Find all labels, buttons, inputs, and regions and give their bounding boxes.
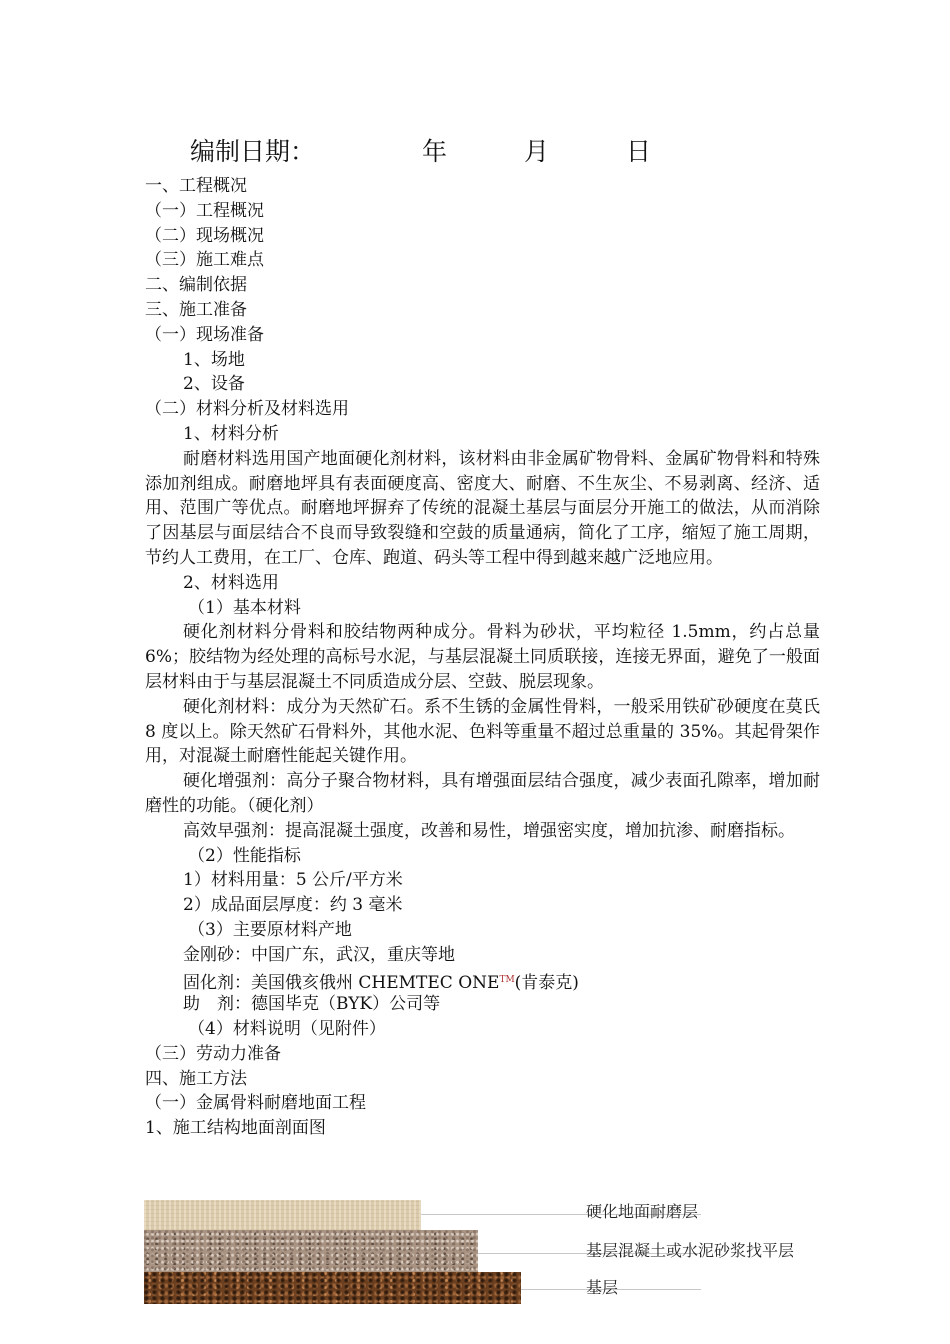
- paragraph-hardener-composition: 硬化剂材料分骨料和胶结物两种成分。骨料为砂状，平均粒径 1.5mm，约占总量 6%；胶结物为经处理的高标号水泥，与基层混凝土同质联接，连接无界面，避免了一般面层材料由于与基层混凝土不同质造成分层、空鼓、脱层现象。: [145, 622, 820, 692]
- heading-3-construction-preparation: 三、施工准备: [145, 299, 247, 320]
- heading-1-project-overview: 一、工程概况: [145, 176, 247, 196]
- paragraph-early-strength-agent: 高效早强剂：提高混凝土强度，改善和易性，增强密实度，增加抗渗、耐磨指标。: [183, 820, 795, 841]
- item-corundum-origin: 金刚砂：中国广东，武汉，重庆等地: [183, 944, 455, 965]
- wear-layer-swatch: [144, 1200, 421, 1231]
- paragraph-material-analysis: 耐磨材料选用国产地面硬化剂材料，该材料由非金属矿物骨料、金属矿物骨料和特殊添加剂组成。耐磨地坪具有表面硬度高、密度大、耐磨、不生灰尘、不易剥离、经济、适用、范围广等优点。耐磨地坪摒弃了传统的混凝土基层与面层分开施工的做法，从而消除了因基层与面层结合不良而导致裂缝和空鼓的质量通病，简化了工序，缩短了施工周期，节约人工费用，在工厂、仓库、跑道、码头等工程中得到越来越广泛地应用。: [145, 448, 820, 568]
- item-material-analysis: 1、材料分析: [183, 423, 279, 444]
- item-raw-material-origin: （3）主要原材料产地: [188, 919, 352, 940]
- item-material-description: （4）材料说明（见附件）: [188, 1019, 386, 1040]
- heading-2-compilation-basis: 二、编制依据: [145, 275, 247, 296]
- document-body: [145, 174, 820, 1141]
- screed-layer-label: 基层混凝土或水泥砂浆找平层: [586, 1241, 795, 1260]
- compile-date-label: 编制日期：: [190, 137, 316, 166]
- month-label: 月: [524, 137, 550, 166]
- subheading-metal-aggregate-floor: （一）金属骨料耐磨地面工程: [145, 1093, 366, 1114]
- heading-4-construction-method: 四、施工方法: [145, 1068, 247, 1089]
- base-layer-swatch: [144, 1272, 521, 1304]
- curing-agent-text: 固化剂：美国俄亥俄州 CHEMTEC ONE: [183, 972, 500, 993]
- wear-layer-label: 硬化地面耐磨层: [586, 1202, 699, 1221]
- year-label: 年: [422, 137, 448, 166]
- subheading-site-preparation: （一）现场准备: [145, 324, 264, 345]
- item-additive-origin: 助 剂：德国毕克（BYK）公司等: [183, 994, 441, 1015]
- item-curing-agent-origin: [145, 968, 820, 993]
- subheading-site-overview: （二）现场概况: [145, 225, 264, 246]
- item-material-selection: 2、材料选用: [183, 572, 279, 593]
- paragraph-hardening-enhancer: 硬化增强剂：高分子聚合物材料，具有增强面层结合强度，减少表面孔隙率，增加耐磨性的功能。（硬化剂）: [145, 771, 820, 816]
- item-floor-section-drawing: 1、施工结构地面剖面图: [145, 1118, 326, 1139]
- subheading-construction-difficulties: （三）施工难点: [145, 250, 264, 271]
- item-performance-indicators: （2）性能指标: [188, 845, 301, 866]
- day-label: 日: [626, 137, 652, 166]
- curing-agent-brand: (肯泰克): [514, 972, 579, 993]
- subheading-project-overview: （一）工程概况: [145, 200, 264, 221]
- base-layer-label: 基层: [586, 1278, 619, 1297]
- subheading-labor-preparation: （三）劳动力准备: [145, 1043, 281, 1064]
- subheading-material-analysis-selection: （二）材料分析及材料选用: [145, 399, 349, 420]
- paragraph-hardener-material: 硬化剂材料：成分为天然矿石。系不生锈的金属性骨料，一般采用铁矿砂硬度在莫氏 8 度以上。除天然矿石骨料外，其他水泥、色料等重量不超过总重量的 35%。其起骨架作用，对混凝土耐磨性能起关键作用。: [145, 696, 820, 767]
- screed-layer-swatch: [144, 1230, 478, 1272]
- item-site: 1、场地: [183, 349, 245, 370]
- item-material-usage: 1）材料用量：5 公斤/平方米: [183, 870, 403, 891]
- trademark-mark: TM: [499, 974, 515, 985]
- item-equipment: 2、设备: [183, 374, 245, 395]
- item-layer-thickness: 2）成品面层厚度：约 3 毫米: [183, 895, 403, 916]
- item-basic-materials: （1）基本材料: [188, 597, 301, 618]
- floor-section-diagram: [144, 1196, 844, 1306]
